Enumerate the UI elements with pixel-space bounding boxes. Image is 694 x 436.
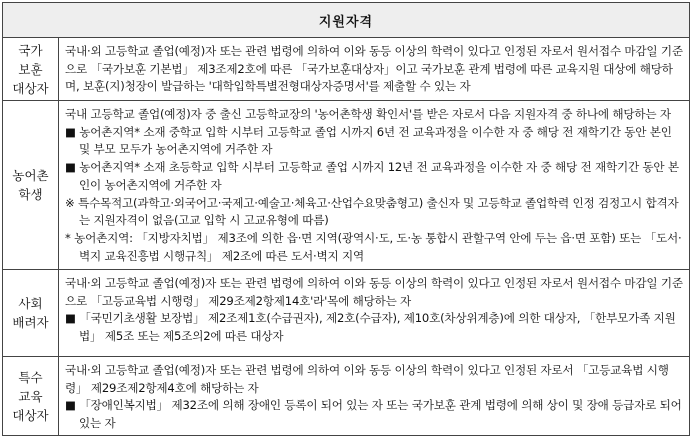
row-content — [59, 270, 689, 356]
content-paragraph: 국내·외 고등학교 졸업(예정)자 또는 관련 법령에 의하여 이와 동등 이상의 학력이 있다고 인정된 자로서 원서접수 마감일 기준으로 「고등교육법 시행령」 제29조제2항제14호'라'목에 해당하는 자 — [65, 276, 683, 308]
table-row-special-education — [3, 357, 689, 435]
row-content — [59, 38, 689, 100]
content-paragraph: 국내·외 고등학교 졸업(예정)자 또는 관련 법령에 의하여 이와 동등 이상의 학력이 있다고 인정된 자로서 원서접수 마감일 기준으로 「국가보훈 기본법」 제3조제2호에 따른 「국가보훈대상자」이고 국가보훈 관계 법령에 따른 교육지원 대상에 해당하며, 보훈(지)청장이 발급하는 '대학입학특별전형대상자증명서'를 제출할 수 있는 자 — [65, 44, 683, 94]
row-content — [59, 357, 689, 435]
bullet-item: ■ 「국민기초생활 보장법」 제2조제1호(수급권자), 제2호(수급자), 제10호(차상위계층)에 의한 대상자, 「한부모가족 지원법」 제5조 또는 제5조의2에 따른 대상자 — [65, 311, 676, 344]
footnote-item: * 농어촌지역: 「지방자치법」 제3조에 의한 읍·면 지역(광역시·도, 도·농 통합시 관할구역 안에 두는 읍·면 포함) 또는 「도서·벽지 교육진흥법 시행규칙」 제2조에 따른 도서·벽지 지역 — [65, 230, 682, 263]
table-row-veterans — [3, 38, 689, 101]
row-label: 농어촌 학생 — [3, 101, 59, 269]
content-paragraph: 국내·외 고등학교 졸업(예정)자 또는 관련 법령에 의하여 이와 동등 이상의 학력이 있다고 인정된 자로서 「고등교육법 시행령」 제29조제2항제4호에 해당하는 자 — [65, 363, 669, 395]
bullet-item: ■ 농어촌지역* 소재 초등학교 입학 시부터 고등학교 졸업 시까지 12년 전 교육과정을 이수한 자 중 해당 전 재학기간 동안 본인이 농어촌지역에 거주한 자 — [65, 160, 679, 192]
eligibility-table — [2, 2, 690, 436]
row-label: 특수 교육 대상자 — [3, 357, 59, 435]
content-paragraph: 국내 고등학교 졸업(예정)자 중 출신 고등학교장의 '농어촌학생 확인서'를 받은 자로서 다음 지원자격 중 하나에 해당하는 자 — [65, 107, 671, 121]
table-row-social-consideration — [3, 270, 689, 357]
table-header: 지원자격 — [3, 3, 689, 38]
row-label: 국가 보훈 대상자 — [3, 38, 59, 100]
row-label: 사회 배려자 — [3, 270, 59, 356]
bullet-item: ■ 「장애인복지법」 제32조에 의해 장애인 등록이 되어 있는 자 또는 국가보훈 관계 법령에 의해 상이 및 장애 등급자로 되어 있는 자 — [65, 398, 682, 431]
row-content — [59, 101, 689, 269]
bullet-item: ■ 농어촌지역* 소재 중학교 입학 시부터 고등학교 졸업 시까지 6년 전 교육과정을 이수한 자 중 해당 전 재학기간 동안 본인 및 부모 모두가 농어촌지역에 거주한 자 — [65, 124, 672, 157]
table-row-rural-students — [3, 101, 689, 270]
note-item: ※ 특수목적고(과학고·외국어고·국제고·예술고·체육고·산업수요맞춤형고) 출신자 및 고등학교 졸업학력 인정 검정고시 합격자는 지원자격이 없음(고교 입학 시 고교유형에 따름) — [65, 195, 679, 228]
